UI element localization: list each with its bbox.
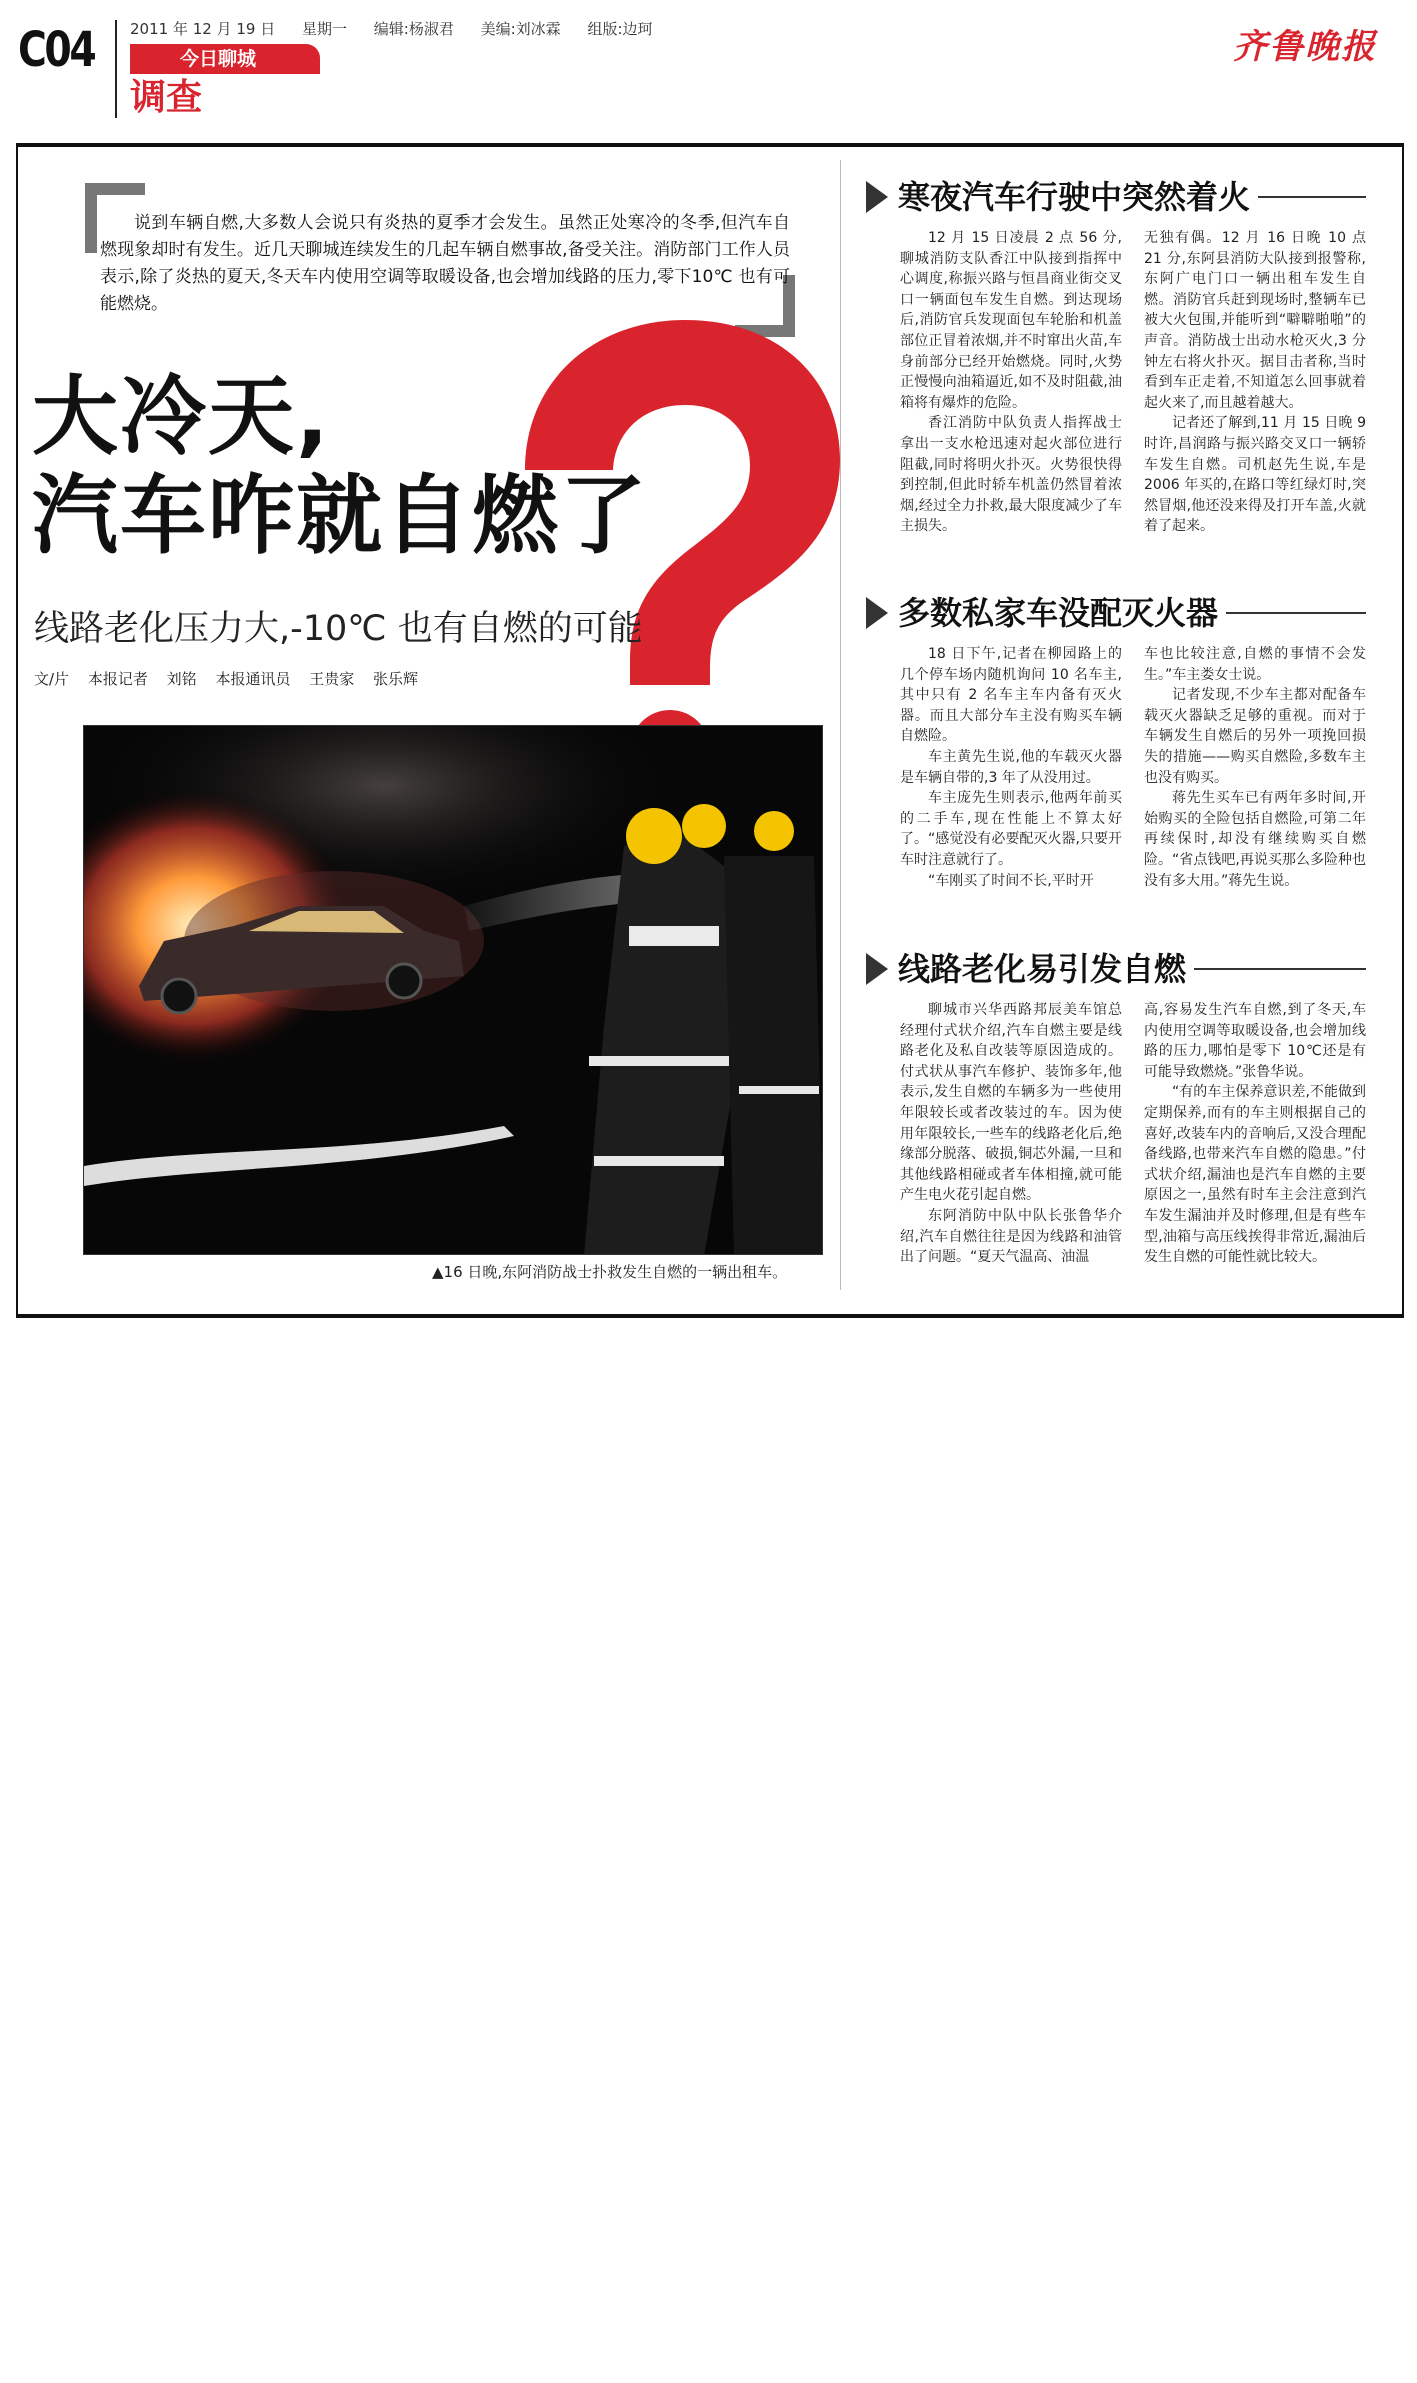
header-divider xyxy=(115,20,117,118)
paragraph: 车主黄先生说,他的车载灭火器是车辆自带的,3 年了从没用过。 xyxy=(900,748,1122,786)
main-headline xyxy=(32,368,648,566)
section-body xyxy=(900,1000,1366,1290)
paragraph: 高,容易发生汽车自燃,到了冬天,车内使用空调等取暖设备,也会增加线路的压力,哪怕是零下 10℃还是有可能导致燃烧。”张鲁华说。 xyxy=(1144,1002,1366,1080)
byline-item: 刘铭 xyxy=(166,670,197,688)
paragraph: 18 日下午,记者在柳园路上的几个停车场内随机询问 10 名车主,其中只有 2 名车主车内备有灭火器。而且大部分车主没有购买车辆自燃险。 xyxy=(900,646,1122,745)
paragraph: 12 月 15 日凌晨 2 点 56 分,聊城消防支队香江中队接到指挥中心调度,称振兴路与恒昌商业街交叉口一辆面包车发生自燃。到达现场后,消防官兵发现面包车轮胎和机盖部位正冒着浓烟,并不时窜出火苗,车身前部分已经开始燃烧。同时,火势正慢慢向油箱逼近,如不及时阻截,油箱将有爆炸的危险。 xyxy=(900,230,1122,411)
paragraph: 记者还了解到,11 月 15 日晚 9 时许,昌润路与振兴路交叉口一辆轿车发生自燃。司机赵先生说,车是 2006 年买的,在路口等红绿灯时,突然冒烟,他还没来得及打开车盖,火就着了起来。 xyxy=(1144,415,1366,535)
headline-line-2: 汽车咋就自燃了 xyxy=(32,465,648,566)
layout-credit: 组版:边珂 xyxy=(587,20,653,38)
text-column xyxy=(1144,228,1366,558)
byline xyxy=(34,672,432,687)
paragraph: 聊城市兴华西路邦辰美车馆总经理付式状介绍,汽车自燃主要是线路老化及私自改装等原因造成的。付式状从事汽车修护、装饰多年,他表示,发生自燃的车辆多为一些使用年限较长或者改装过的车。因为使用年限较长,一些车的线路老化后,绝缘部分脱落、破损,铜芯外漏,一旦和其他线路相碰或者车体相撞,就可能产生电火花引起自燃。 xyxy=(900,1002,1122,1204)
triangle-icon xyxy=(866,597,888,629)
section-heading xyxy=(866,593,1366,633)
page-number: C04 xyxy=(18,22,95,78)
heading-rule xyxy=(1258,196,1366,198)
paragraph: 蒋先生买车已有两年多时间,开始购买的全险包括自燃险,可第二年再续保时,却没有继续购买自燃险。“省点钱吧,再说买那么多险种也没有多大用。”蒋先生说。 xyxy=(1144,790,1366,889)
text-column xyxy=(1144,644,1366,914)
triangle-icon xyxy=(866,181,888,213)
section-heading xyxy=(866,949,1366,989)
paragraph: 无独有偶。12 月 16 日晚 10 点 21 分,东阿县消防大队接到报警称,东阿广电门口一辆出租车发生自燃。消防官兵赶到现场时,整辆车已被大火包围,并能听到“噼噼啪啪”的声音。消防战士出动水枪灭火,3 分钟左右将火扑灭。据目击者称,当时看到车正走着,不知道怎么回事就着起火来了,而且越着越大。 xyxy=(1144,230,1366,411)
paragraph: 车主庞先生则表示,他两年前买的二手车,现在性能上不算太好了。“感觉没有必要配灭火器,只要开车时注意就行了。 xyxy=(900,790,1122,868)
paragraph: 记者发现,不少车主都对配备车载灭火器缺乏足够的重视。而对于车辆发生自燃后的另外一项挽回损失的措施——购买自燃险,多数车主也没有购买。 xyxy=(1144,687,1366,786)
heading-rule xyxy=(1226,612,1366,614)
section-body xyxy=(900,644,1366,914)
byline-item: 本报通讯员 xyxy=(215,670,291,688)
section-title: 线路老化易引发自燃 xyxy=(898,950,1187,988)
headline-line-1: 大冷天, xyxy=(32,367,331,467)
text-column xyxy=(1144,1000,1366,1290)
paragraph: 东阿消防中队中队长张鲁华介绍,汽车自燃往往是因为线路和油管出了问题。“夏天气温高、油温 xyxy=(900,1207,1122,1266)
paragraph: “有的车主保养意识差,不能做到定期保养,而有的车主则根据自己的喜好,改装车内的音响后,又没合理配备线路,也带来汽车自燃的隐患。”付式状介绍,漏油也是汽车自燃的主要原因之一,虽然有时车主会注意到汽车发生漏油并及时修理,但是有些车型,油箱与高压线挨得非常近,漏油后发生自燃的可能性就比较大。 xyxy=(1144,1084,1366,1266)
paragraph: “车刚买了时间不长,平时开 xyxy=(928,872,1094,889)
editor-credit: 编辑:杨淑君 xyxy=(373,20,454,38)
section-title: 多数私家车没配灭火器 xyxy=(898,594,1219,632)
triangle-icon xyxy=(866,953,888,985)
paragraph: 香江消防中队负责人指挥战士拿出一支水枪迅速对起火部位进行阻截,同时将明火扑灭。火势很快得到控制,但此时轿车机盖仍然冒着浓烟,经过全力扑救,最大限度减少了车主损失。 xyxy=(900,415,1122,535)
byline-item: 王贵家 xyxy=(309,670,355,688)
region-tab: 今日聊城 xyxy=(130,44,320,74)
issue-date: 2011 年 12 月 19 日 xyxy=(130,20,276,38)
byline-item: 本报记者 xyxy=(87,670,148,688)
byline-item: 文/片 xyxy=(34,670,70,688)
issue-weekday: 星期一 xyxy=(301,20,347,38)
masthead-logo: 齐鲁晚报 xyxy=(1233,27,1377,67)
text-column xyxy=(900,1000,1122,1290)
photo-caption: ▲16 日晚,东阿消防战士扑救发生自燃的一辆出租车。 xyxy=(432,1263,788,1281)
fire-scene-illustration xyxy=(84,726,823,1255)
column-name: 调查 xyxy=(130,77,203,118)
paragraph: 车也比较注意,自燃的事情不会发生。”车主娄女士说。 xyxy=(1144,646,1366,683)
byline-item: 张乐辉 xyxy=(373,670,419,688)
lead-paragraph: 说到车辆自燃,大多数人会说只有炎热的夏季才会发生。虽然正处寒冷的冬季,但汽车自燃现象却时有发生。近几天聊城连续发生的几起车辆自燃事故,备受关注。消防部门工作人员表示,除了炎热的夏天,冬天车内使用空调等取暖设备,也会增加线路的压力,零下10℃ 也有可能燃烧。 xyxy=(100,213,790,314)
section-heading xyxy=(866,177,1366,217)
header-meta xyxy=(130,22,675,37)
art-editor-credit: 美编:刘冰霖 xyxy=(480,20,561,38)
text-column xyxy=(900,644,1122,914)
heading-rule xyxy=(1194,968,1366,970)
section-title: 寒夜汽车行驶中突然着火 xyxy=(898,178,1251,216)
subheadline: 线路老化压力大,-10℃ 也有自燃的可能 xyxy=(34,609,643,649)
section-body xyxy=(900,228,1366,558)
text-column xyxy=(900,228,1122,558)
news-photo xyxy=(83,725,823,1255)
